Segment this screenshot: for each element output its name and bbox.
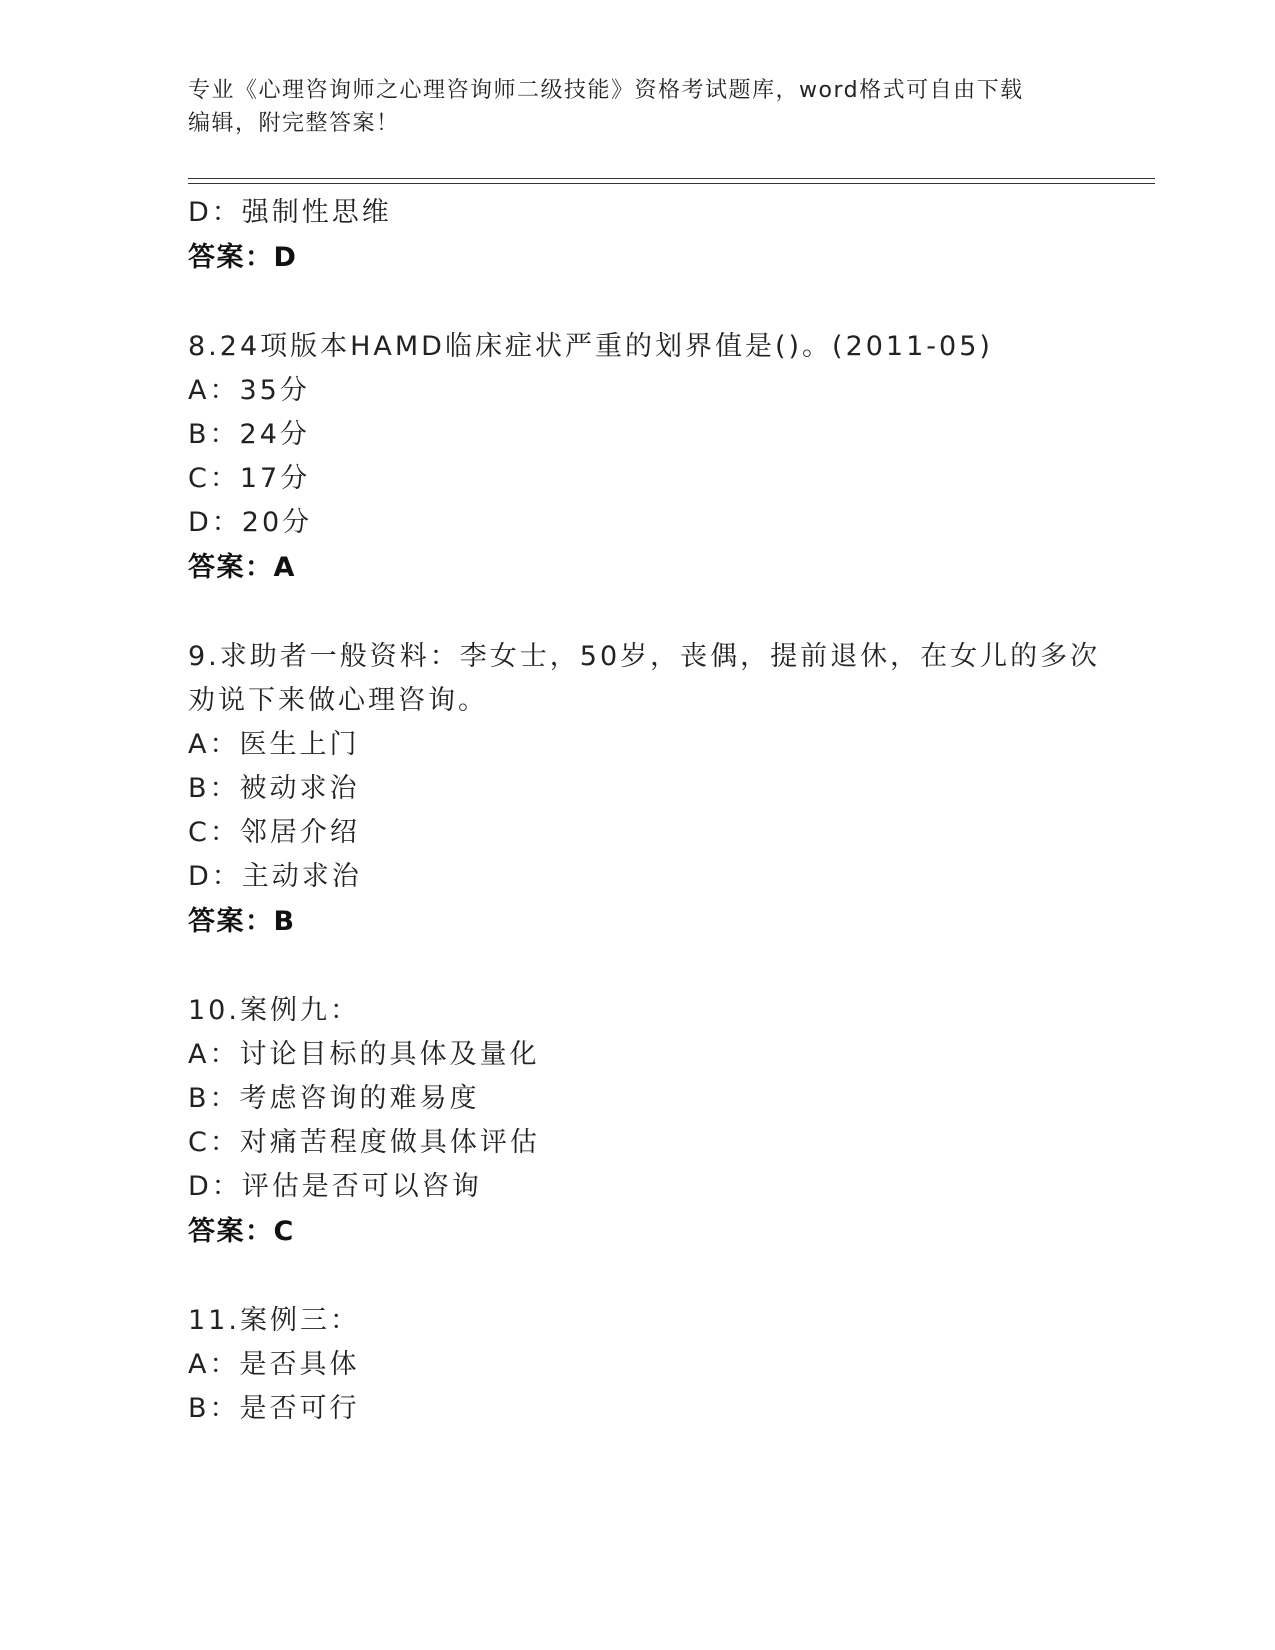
q9-option-b: B：被动求治 xyxy=(188,773,360,804)
header-line-2: 编辑，附完整答案！ xyxy=(188,111,400,136)
q9-option-d: D：主动求治 xyxy=(188,861,362,892)
q9-option-a: A：医生上门 xyxy=(188,729,360,760)
q11-question: 11.案例三： xyxy=(188,1305,360,1336)
q8-question: 8.24项版本HAMD临床症状严重的划界值是()。(2011-05) xyxy=(188,331,993,362)
q8-option-c: C：17分 xyxy=(188,463,311,494)
q10-option-b: B：考虑咨询的难易度 xyxy=(188,1083,480,1114)
q10-answer: 答案：C xyxy=(188,1216,295,1247)
q9-question-line-1: 9.求助者一般资料：李女士，50岁，丧偶，提前退休，在女儿的多次 xyxy=(188,641,1101,672)
q8-option-d: D：20分 xyxy=(188,507,313,538)
q11-option-b: B：是否可行 xyxy=(188,1393,360,1424)
header-divider-bottom xyxy=(188,183,1155,184)
q10-option-c: C：对痛苦程度做具体评估 xyxy=(188,1127,540,1158)
q9-answer: 答案：B xyxy=(188,906,296,937)
header-line-1: 专业《心理咨询师之心理咨询师二级技能》资格考试题库，word格式可自由下载 xyxy=(188,78,1024,103)
q10-option-a: A：讨论目标的具体及量化 xyxy=(188,1039,540,1070)
q10-option-d: D：评估是否可以咨询 xyxy=(188,1171,482,1202)
q11-option-a: A：是否具体 xyxy=(188,1349,360,1380)
q7-answer: 答案：D xyxy=(188,242,298,273)
q8-option-a: A：35分 xyxy=(188,375,310,406)
q9-question-line-2: 劝说下来做心理咨询。 xyxy=(188,685,488,716)
q8-option-b: B：24分 xyxy=(188,419,310,450)
header-divider-top xyxy=(188,178,1155,179)
q10-question: 10.案例九： xyxy=(188,995,360,1026)
q9-option-c: C：邻居介绍 xyxy=(188,817,360,848)
q7-option-d: D：强制性思维 xyxy=(188,197,392,228)
q8-answer: 答案：A xyxy=(188,552,296,583)
document-header xyxy=(188,74,1088,140)
